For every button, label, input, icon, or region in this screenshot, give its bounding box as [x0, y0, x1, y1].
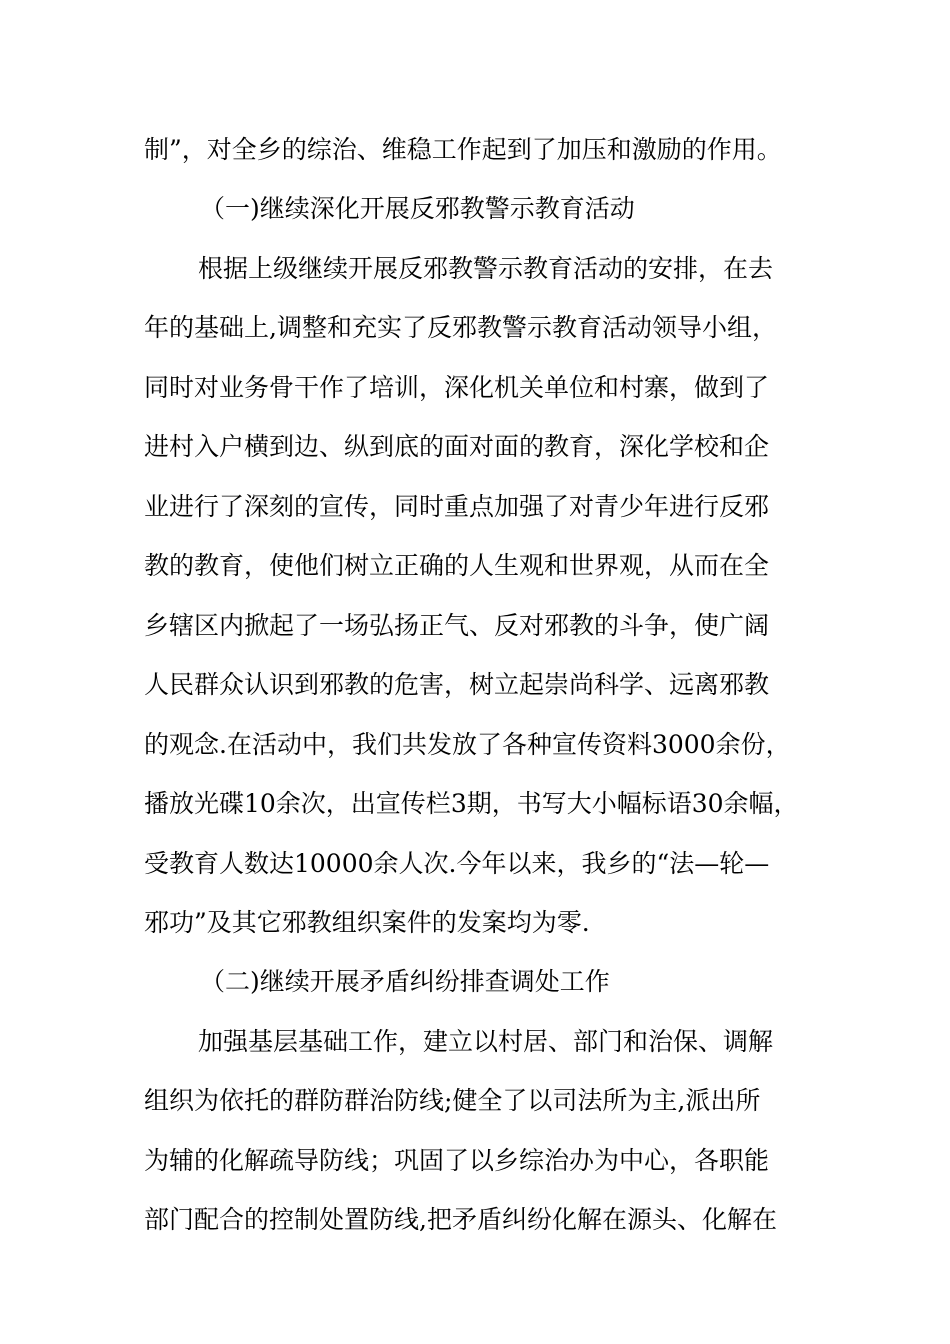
text-line: 进村入户横到边、纵到底的面对面的教育，深化学校和企 — [144, 432, 770, 461]
text-line: 为辅的化解疏导防线；巩固了以乡综治办为中心，各职能 — [144, 1146, 770, 1175]
text-line: 同时对业务骨干作了培训，深化机关单位和村寨，做到了 — [144, 373, 770, 402]
text-line: 受教育人数达10000余人次.今年以来，我乡的“法—轮— — [144, 849, 770, 878]
text-line: 部门配合的控制处置防线,把矛盾纠纷化解在源头、化解在 — [144, 1205, 777, 1234]
text-line: 播放光碟10余次，出宣传栏3期，书写大小幅标语30余幅， — [144, 789, 799, 818]
text-line: 的观念.在活动中，我们共发放了各种宣传资料3000余份， — [144, 730, 791, 759]
paragraph-first-line: 加强基层基础工作，建立以村居、部门和治保、调解 — [198, 1027, 774, 1056]
text-line: 制”，对全乡的综治、维稳工作起到了加压和激励的作用。 — [144, 135, 782, 164]
text-line: 组织为依托的群防群治防线;健全了以司法所为主,派出所 — [144, 1086, 761, 1115]
text-line: 乡辖区内掀起了一场弘扬正气、反对邪教的斗争，使广阔 — [144, 611, 770, 640]
section-heading-1: （一)继续深化开展反邪教警示教育活动 — [200, 194, 635, 223]
text-line: 人民群众认识到邪教的危害，树立起崇尚科学、远离邪教 — [144, 670, 770, 699]
text-line: 邪功”及其它邪教组织案件的发案均为零. — [144, 908, 590, 937]
section-heading-2: （二)继续开展矛盾纠纷排查调处工作 — [200, 967, 610, 996]
text-line: 教的教育，使他们树立正确的人生观和世界观，从而在全 — [144, 551, 770, 580]
paragraph-first-line: 根据上级继续开展反邪教警示教育活动的安排，在去 — [198, 254, 774, 283]
text-line: 业进行了深刻的宣传，同时重点加强了对青少年进行反邪 — [144, 492, 770, 521]
text-line: 年的基础上,调整和充实了反邪教警示教育活动领导小组， — [144, 313, 777, 342]
